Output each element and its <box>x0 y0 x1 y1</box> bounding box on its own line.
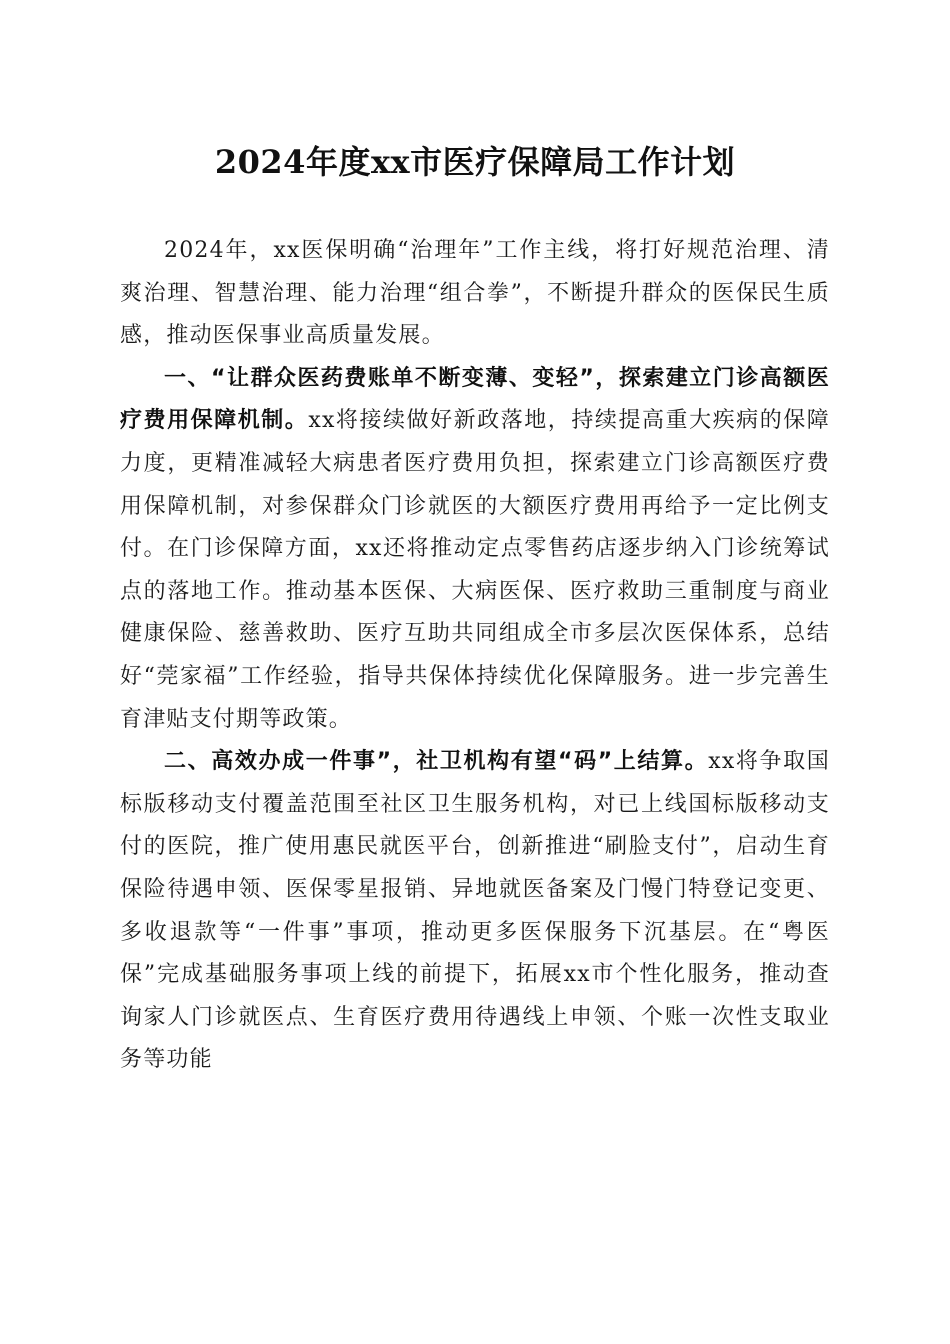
document-title: 2024年度xx市医疗保障局工作计划 <box>214 143 736 181</box>
section-2-body: xx将争取国标版移动支付覆盖范围至社区卫生服务机构，对已上线国标版移动支付的医院，推广使用惠民就医平台，创新推进“刷脸支付”，启动生育保险待遇申领、医保零星报销、异地就医备案及门慢门特登记变更、多收退款等“一件事”事项，推动更多医保服务下沉基层。在“粤医保”完成基础服务事项上线的前提下，拓展xx市个性化服务，推动查询家人门诊就医点、生育医疗费用待遇线上申领、个账一次性支取业务等功能 <box>120 749 830 1073</box>
document-body <box>120 230 830 1082</box>
intro-paragraph: 2024年，xx医保明确“治理年”工作主线，将打好规范治理、清爽治理、智慧治理、能力治理“组合拳”，不断提升群众的医保民生质感，推动医保事业高质量发展。 <box>120 238 830 349</box>
section-2-heading: 二、高效办成一件事”，社卫机构有望“码”上结算。 <box>164 749 709 775</box>
section-1-paragraph <box>120 358 830 741</box>
section-2-paragraph <box>120 741 830 1082</box>
section-1-body: xx将接续做好新政落地，持续提高重大疾病的保障力度，更精准减轻大病患者医疗费用负担，探索建立门诊高额医疗费用保障机制，对参保群众门诊就医的大额医疗费用再给予一定比例支付。在门诊保障方面，xx还将推动定点零售药店逐步纳入门诊统筹试点的落地工作。推动基本医保、大病医保、医疗救助三重制度与商业健康保险、慈善救助、医疗互助共同组成全市多层次医保体系，总结好“莞家福”工作经验，指导共保体持续优化保障服务。进一步完善生育津贴支付期等政策。 <box>120 408 830 732</box>
section-1-heading: 一、“让群众医药费账单不断变薄、变轻”，探索建立门诊高额医疗费用保障机制。 <box>120 365 830 434</box>
